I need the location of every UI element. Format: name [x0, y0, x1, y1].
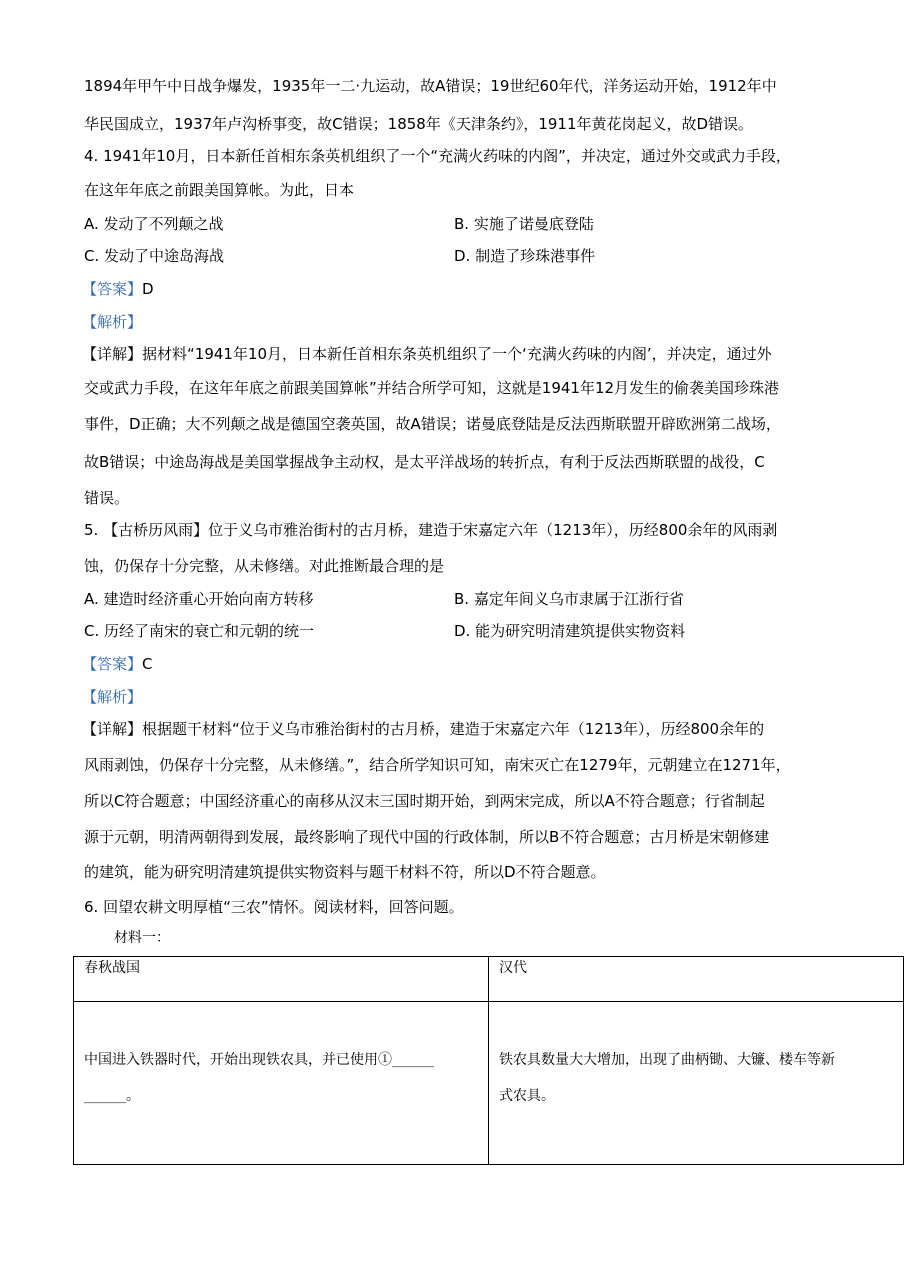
answer-tag: 【答案】 [82, 655, 143, 673]
q5-detail-line: 【详解】根据题干材料“位于义乌市雅治街村的古月桥，建造于宋嘉定六年（1213年），历经800余年的 [82, 720, 765, 738]
q5-detail-line: 风雨剥蚀，仍保存十分完整，从未修缮。”，结合所学知识可知，南宋灭亡在1279年，元朝建立在1271年， [84, 756, 791, 774]
q5-detail-line: 的建筑，能为研究明清建筑提供实物资料与题干材料不符，所以D不符合题意。 [84, 863, 606, 881]
q4-option-b: B. 实施了诺曼底登陆 [454, 215, 594, 233]
question-5-stem: 5. 【古桥历风雨】位于义乌市雅治街村的古月桥，建造于宋嘉定六年（1213年），历经800余年的风雨剥 [84, 521, 778, 539]
table-header-row [74, 957, 904, 1002]
table-row [74, 1002, 904, 1165]
q4-answer [82, 279, 154, 299]
question-5-stem-cont: 蚀，仍保存十分完整，从未修缮。对此推断最合理的是 [84, 557, 445, 575]
q5-option-b: B. 嘉定年间义乌市隶属于江浙行省 [454, 590, 684, 608]
q4-detail-line: 【详解】据材料“1941年10月，日本新任首相东条英机组织了一个‘充满火药味的内阁’，并决定，通过外 [82, 345, 772, 363]
q4-detail-line: 交或武力手段，在这年年底之前跟美国算帐”并结合所学可知，这就是1941年12月发生的偷袭美国珍珠港 [84, 379, 780, 397]
q4-detail-line: 事件，D正确；大不列颠之战是德国空袭英国，故A错误；诺曼底登陆是反法西斯联盟开辟欧洲第二战场， [84, 415, 781, 433]
text-line: 华民国成立，1937年卢沟桥事变，故C错误；1858年《天津条约》，1911年黄花岗起义，故D错误。 [84, 115, 754, 133]
text-line: 1894年甲午中日战争爆发，1935年一二·九运动，故A错误；19世纪60年代，洋务运动开始，1912年中 [84, 77, 777, 95]
q4-option-a: A. 发动了不列颠之战 [84, 215, 224, 233]
q4-option-d: D. 制造了珍珠港事件 [454, 247, 596, 265]
answer-value: D [142, 280, 154, 298]
q4-option-c: C. 发动了中途岛海战 [84, 247, 225, 265]
q5-option-a: A. 建造时经济重心开始向南方转移 [84, 590, 314, 608]
detail-tag: 【详解】 [82, 345, 143, 363]
q5-answer [82, 654, 153, 674]
answer-value: C [142, 655, 153, 673]
question-4-stem-cont: 在这年年底之前跟美国算帐。为此，日本 [84, 181, 355, 199]
q5-analysis-tag: 【解析】 [82, 688, 143, 706]
q4-analysis-tag: 【解析】 [82, 313, 143, 331]
table-header-cell: 汉代 [489, 957, 904, 1002]
q4-detail-line: 错误。 [84, 489, 130, 507]
q5-option-d: D. 能为研究明清建筑提供实物资料 [454, 622, 686, 640]
material-label: 材料一： [114, 930, 170, 946]
q5-detail-line: 所以C符合题意；中国经济重心的南移从汉末三国时期开始，到两宋完成，所以A不符合题意；行省制起 [84, 792, 765, 810]
table-cell: 中国进入铁器时代，开始出现铁农具，并已使用①______ ______。 [74, 1002, 489, 1165]
q5-topic-tag: 【古桥历风雨】 [103, 521, 209, 539]
table-header-cell: 春秋战国 [74, 957, 489, 1002]
question-6-stem: 6. 回望农耕文明厚植“三农”情怀。阅读材料，回答问题。 [84, 898, 464, 916]
answer-tag: 【答案】 [82, 280, 143, 298]
detail-tag: 【详解】 [82, 720, 143, 738]
table-cell: 铁农具数量大大增加，出现了曲柄锄、大镰、楼车等新 式农具。 [489, 1002, 904, 1165]
q5-option-c: C. 历经了南宋的衰亡和元朝的统一 [84, 622, 315, 640]
q4-detail-line: 故B错误；中途岛海战是美国掌握战争主动权，是太平洋战场的转折点，有利于反法西斯联盟的战役，C [84, 453, 765, 471]
material-table [73, 956, 904, 1165]
q5-detail-line: 源于元朝，明清两朝得到发展，最终影响了现代中国的行政体制，所以B不符合题意；古月桥是宋朝修建 [84, 828, 770, 846]
question-4-stem: 4. 1941年10月，日本新任首相东条英机组织了一个“充满火药味的内阁”，并决定，通过外交或武力手段， [84, 147, 791, 165]
